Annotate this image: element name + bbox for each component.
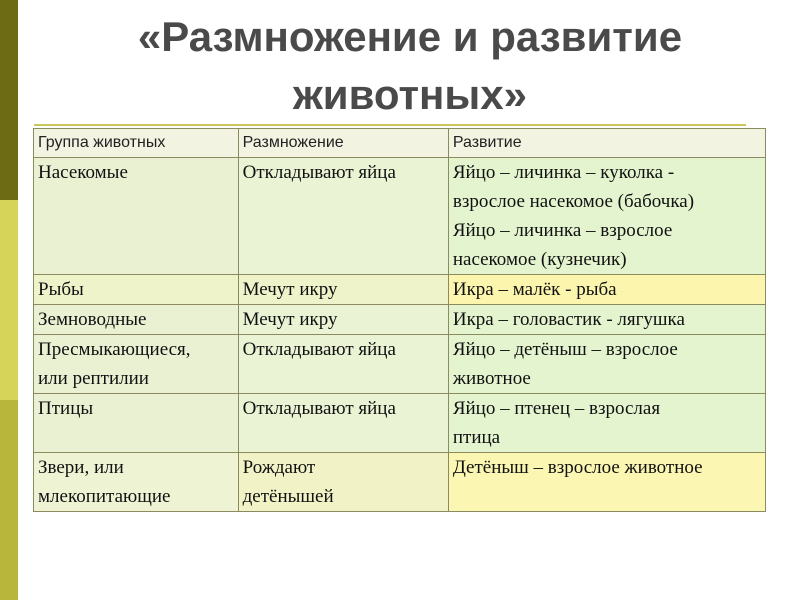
cell-development xyxy=(448,275,765,305)
cell-reproduction xyxy=(238,158,448,275)
cell-text: Икра – головастик - лягушка xyxy=(452,309,685,330)
table-row xyxy=(34,275,766,305)
cell-reproduction xyxy=(238,275,448,305)
cell-development xyxy=(448,158,765,275)
cell-text: Откладывают яйца xyxy=(242,339,396,360)
table-row xyxy=(34,335,766,394)
cell-text: Насекомые xyxy=(38,162,128,183)
cell-development xyxy=(448,305,765,335)
cell-text: животное xyxy=(452,368,531,389)
table-header-row xyxy=(34,129,766,158)
cell-text: Птицы xyxy=(38,398,94,419)
cell-development xyxy=(448,394,765,453)
cell-text: детёнышей xyxy=(242,486,334,507)
cell-text: или рептилии xyxy=(38,368,149,389)
side-bar-segment-medium xyxy=(0,400,18,600)
cell-reproduction xyxy=(238,335,448,394)
animals-table xyxy=(33,128,766,512)
table-row xyxy=(34,394,766,453)
cell-group xyxy=(34,275,239,305)
side-decoration-bar xyxy=(0,0,18,600)
slide-title xyxy=(40,8,780,124)
header-development: Развитие xyxy=(448,129,765,158)
cell-text: Икра – малёк - рыба xyxy=(452,279,617,300)
cell-text: Яйцо – птенец – взрослая xyxy=(452,398,661,419)
cell-text: Откладывают яйца xyxy=(242,398,396,419)
table-row xyxy=(34,158,766,275)
slide-title-line-1: «Размножение и развитие xyxy=(137,13,683,60)
cell-group xyxy=(34,305,239,335)
table-row xyxy=(34,453,766,512)
cell-text: Яйцо – личинка – куколка - xyxy=(452,162,675,183)
cell-text: птица xyxy=(452,427,501,448)
cell-group xyxy=(34,453,239,512)
cell-text: Откладывают яйца xyxy=(242,162,396,183)
side-bar-segment-dark xyxy=(0,0,18,200)
cell-text: Звери, или xyxy=(38,457,124,478)
title-underline xyxy=(34,124,746,126)
cell-development xyxy=(448,335,765,394)
cell-text: взрослое насекомое (бабочка) xyxy=(452,191,695,212)
cell-text: Рождают xyxy=(242,457,316,478)
cell-development xyxy=(448,453,765,512)
cell-text: Яйцо – детёныш – взрослое xyxy=(452,339,678,360)
cell-reproduction xyxy=(238,453,448,512)
side-bar-segment-light xyxy=(0,200,18,400)
cell-text: млекопитающие xyxy=(38,486,171,507)
table-row xyxy=(34,305,766,335)
cell-text: Яйцо – личинка – взрослое xyxy=(452,220,673,241)
header-reproduction: Размножение xyxy=(238,129,448,158)
cell-group xyxy=(34,335,239,394)
cell-text: Детёныш – взрослое животное xyxy=(452,457,703,478)
slide-title-line-2: животных» xyxy=(293,71,527,118)
cell-group xyxy=(34,394,239,453)
cell-text: Рыбы xyxy=(38,279,84,300)
cell-text: Пресмыкающиеся, xyxy=(38,339,191,360)
cell-group xyxy=(34,158,239,275)
header-group: Группа животных xyxy=(34,129,239,158)
cell-reproduction xyxy=(238,394,448,453)
cell-text: Земноводные xyxy=(38,309,147,330)
cell-text: насекомое (кузнечик) xyxy=(452,249,627,270)
cell-text: Мечут икру xyxy=(242,309,338,330)
cell-text: Мечут икру xyxy=(242,279,338,300)
cell-reproduction xyxy=(238,305,448,335)
